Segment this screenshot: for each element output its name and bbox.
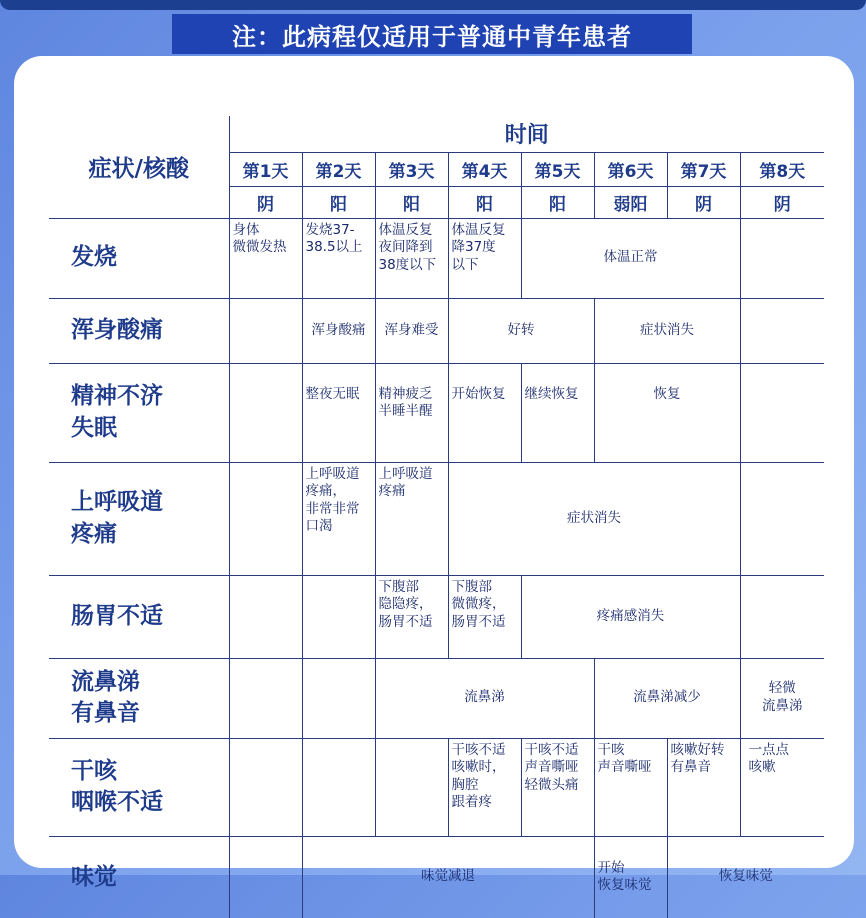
- empty-cell: [740, 298, 824, 363]
- symptom-cell: 继续恢复: [521, 363, 594, 462]
- symptom-cell: 发烧37- 38.5以上: [302, 218, 375, 298]
- symptom-cell: 开始恢复: [448, 363, 521, 462]
- symptom-label: 肠胃不适: [49, 575, 229, 658]
- symptom-cell: 整夜无眠: [302, 363, 375, 462]
- body-ache-row: [49, 298, 824, 363]
- empty-cell: [229, 738, 302, 836]
- table-card: [14, 56, 854, 894]
- day-header: 第7天: [667, 152, 740, 186]
- empty-cell: [302, 658, 375, 738]
- time-header: 时间: [229, 116, 824, 152]
- symptom-label: 发烧: [49, 218, 229, 298]
- symptom-cell: 味觉减退: [302, 836, 594, 918]
- gastro-row: [49, 575, 824, 658]
- symptom-cell: 流鼻涕: [375, 658, 594, 738]
- symptom-cell: 轻微 流鼻涕: [740, 658, 824, 738]
- symptom-cell: 流鼻涕减少: [594, 658, 740, 738]
- nucleic-status: 弱阳: [594, 186, 667, 218]
- empty-cell: [302, 738, 375, 836]
- symptom-cell: 恢复味觉: [667, 836, 824, 918]
- symptom-cell: 好转: [448, 298, 594, 363]
- symptom-cell: 症状消失: [594, 298, 740, 363]
- symptom-cell: 疼痛感消失: [521, 575, 740, 658]
- symptom-column-header: 症状/核酸: [49, 116, 229, 218]
- top-bar: [0, 0, 866, 10]
- day-header: 第3天: [375, 152, 448, 186]
- empty-cell: [229, 575, 302, 658]
- empty-cell: [229, 462, 302, 575]
- symptom-cell: 浑身难受: [375, 298, 448, 363]
- symptom-cell: 上呼吸道 疼痛: [375, 462, 448, 575]
- symptom-cell: 体温反复 夜间降到 38度以下: [375, 218, 448, 298]
- nucleic-status: 阳: [302, 186, 375, 218]
- symptom-cell: 下腹部 微微疼， 肠胃不适: [448, 575, 521, 658]
- fever-row: [49, 218, 824, 298]
- fatigue-insomnia-row: [49, 363, 824, 462]
- symptom-cell: 下腹部 隐隐疼， 肠胃不适: [375, 575, 448, 658]
- symptom-label: 味觉: [49, 836, 229, 918]
- symptom-cell: 干咳不适 咳嗽时， 胸腔 跟着疼: [448, 738, 521, 836]
- empty-cell: [229, 658, 302, 738]
- symptom-cell: 咳嗽好转 有鼻音: [667, 738, 740, 836]
- symptom-label: 流鼻涕 有鼻音: [49, 658, 229, 738]
- symptom-cell: 上呼吸道 疼痛， 非常非常 口渴: [302, 462, 375, 575]
- symptom-cell: 干咳 声音嘶哑: [594, 738, 667, 836]
- symptom-cell: 干咳不适 声音嘶哑 轻微头痛: [521, 738, 594, 836]
- empty-cell: [229, 836, 302, 918]
- symptom-timeline-table: [49, 116, 824, 918]
- day-header: 第8天: [740, 152, 824, 186]
- symptom-label: 精神不济 失眠: [49, 363, 229, 462]
- empty-cell: [740, 363, 824, 462]
- empty-cell: [740, 575, 824, 658]
- empty-cell: [302, 575, 375, 658]
- empty-cell: [229, 298, 302, 363]
- symptom-cell: 症状消失: [448, 462, 740, 575]
- taste-row: [49, 836, 824, 918]
- symptom-cell: 一点点 咳嗽: [740, 738, 824, 836]
- empty-cell: [740, 218, 824, 298]
- nucleic-status: 阴: [667, 186, 740, 218]
- dry-cough-row: [49, 738, 824, 836]
- nucleic-status: 阴: [740, 186, 824, 218]
- symptom-cell: 开始 恢复味觉: [594, 836, 667, 918]
- nucleic-status: 阳: [448, 186, 521, 218]
- empty-cell: [740, 462, 824, 575]
- symptom-cell: 浑身酸痛: [302, 298, 375, 363]
- symptom-label: 浑身酸痛: [49, 298, 229, 363]
- symptom-cell: 恢复: [594, 363, 740, 462]
- day-header: 第6天: [594, 152, 667, 186]
- day-header: 第2天: [302, 152, 375, 186]
- nucleic-status: 阴: [229, 186, 302, 218]
- runny-nose-row: [49, 658, 824, 738]
- empty-cell: [229, 363, 302, 462]
- day-header: 第5天: [521, 152, 594, 186]
- symptom-label: 上呼吸道 疼痛: [49, 462, 229, 575]
- note-banner: 注：此病程仅适用于普通中青年患者: [172, 14, 692, 54]
- time-header-row: [49, 116, 824, 152]
- nucleic-status: 阳: [521, 186, 594, 218]
- upper-respiratory-row: [49, 462, 824, 575]
- symptom-cell: 精神疲乏 半睡半醒: [375, 363, 448, 462]
- empty-cell: [375, 738, 448, 836]
- day-header: 第1天: [229, 152, 302, 186]
- day-header: 第4天: [448, 152, 521, 186]
- symptom-cell: 体温正常: [521, 218, 740, 298]
- symptom-cell: 体温反复 降37度 以下: [448, 218, 521, 298]
- symptom-label: 干咳 咽喉不适: [49, 738, 229, 836]
- symptom-cell: 身体 微微发热: [229, 218, 302, 298]
- nucleic-status: 阳: [375, 186, 448, 218]
